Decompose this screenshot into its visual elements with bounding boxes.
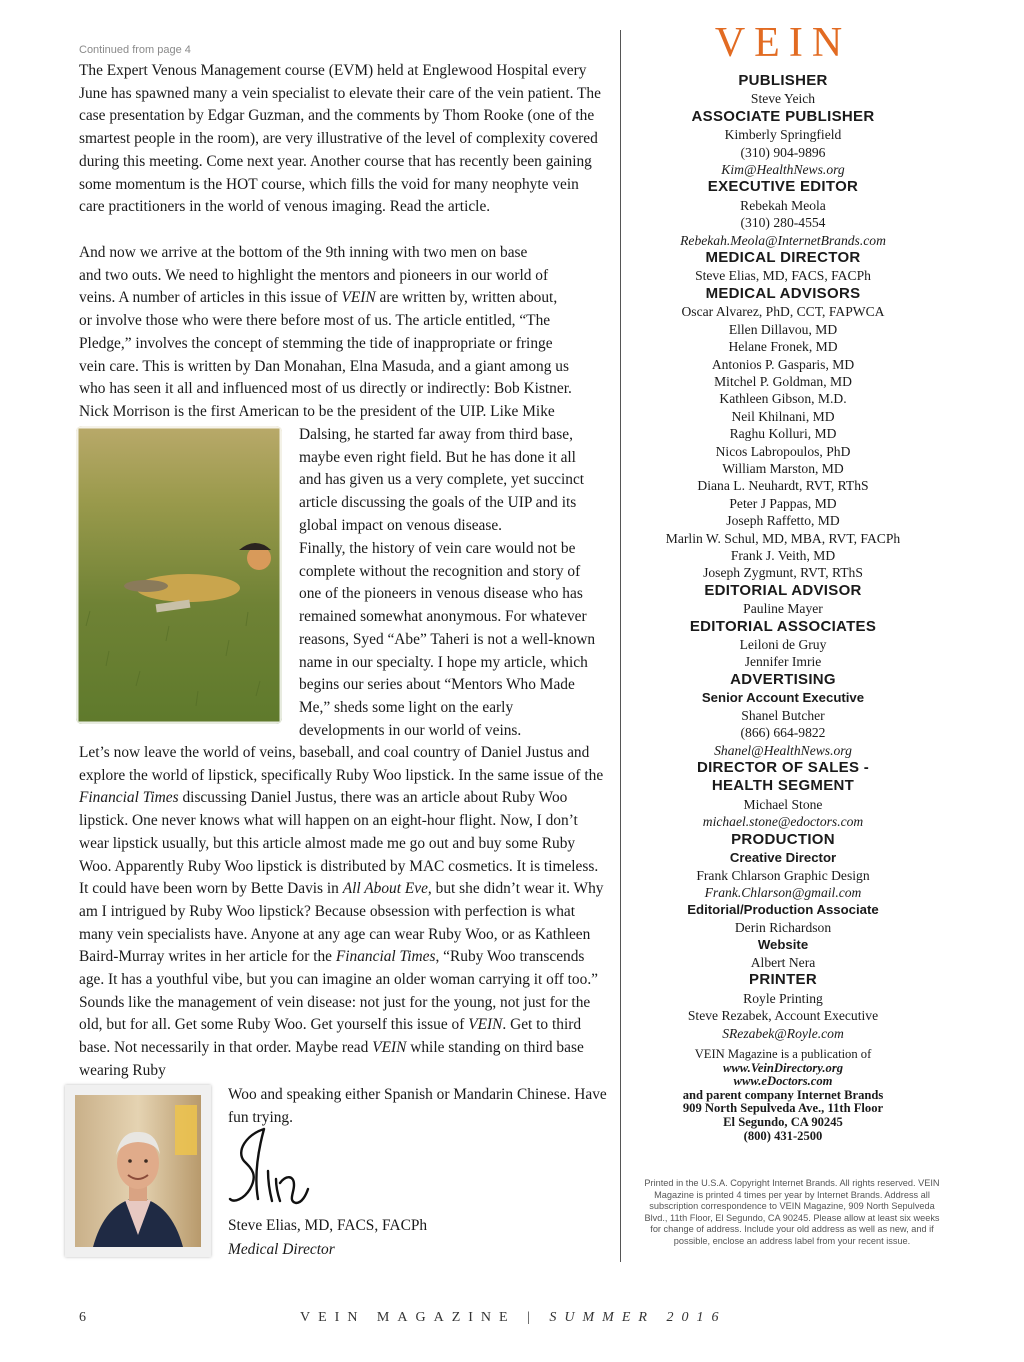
body-line: And now we arrive at the bottom of the 9th inning with two men on base bbox=[79, 244, 528, 261]
publication-info bbox=[640, 1048, 926, 1143]
body-paragraph-2-continued: Dalsing, he started far away from third base, maybe even right field. But he has done it all and has given us a very complete, yet succinct article discussing the goals of the UIP and its global impact on venous disease. bbox=[299, 426, 585, 534]
footer-separator: | bbox=[527, 1310, 538, 1325]
masthead-line: ASSOCIATE PUBLISHER bbox=[691, 107, 875, 125]
masthead-line: Frank.Chlarson@gmail.com bbox=[704, 885, 862, 901]
masthead-line: DIRECTOR OF SALES - bbox=[696, 759, 870, 777]
footer-magazine: VEIN MAGAZINE bbox=[300, 1310, 516, 1325]
publication-line: and parent company Internet Brands bbox=[682, 1087, 884, 1102]
body-line: vein care. This is written by Dan Monahan, Elna Masuda, and a giant among us bbox=[79, 357, 569, 375]
page-number: 6 bbox=[79, 1310, 86, 1325]
body-paragraph-1: The Expert Venous Management course (EVM) held at Englewood Hospital every June has spawned many a vein specialist to elevate their care of the vein patient. The case presentation by Edgar Guzman, and the comments by Thom Rooke (one of the smartest people in the room), are very illustrative of the level of complexity covered during this meeting. Come next year. Another course that has recently been gaining some momentum is the HOT course, which fills the void for many neophyte vein care practitioners in the world of venous imaging. Read the article. bbox=[79, 62, 601, 216]
masthead-line: Antonios P. Gasparis, MD bbox=[711, 356, 855, 372]
masthead-line: (866) 664-9822 bbox=[740, 725, 826, 741]
masthead-line: Diana L. Neuhardt, RVT, RThS bbox=[697, 478, 869, 494]
body-line: Pledge,” involves the concept of stemming the tide of inappropriate or fringe bbox=[79, 334, 553, 352]
masthead-line: Marlin W. Schul, MD, MBA, RVT, FACPh bbox=[665, 530, 901, 546]
masthead-line: PUBLISHER bbox=[738, 72, 828, 89]
masthead-line: Mitchel P. Goldman, MD bbox=[714, 373, 852, 389]
masthead-line: Neil Khilnani, MD bbox=[731, 408, 835, 424]
masthead-line: Raghu Kolluri, MD bbox=[729, 426, 837, 442]
masthead-line: Kathleen Gibson, M.D. bbox=[719, 391, 847, 407]
masthead-line: Oscar Alvarez, PhD, CCT, FAPWCA bbox=[681, 304, 885, 320]
body-paragraph-5: Woo and speaking either Spanish or Mandarin Chinese. Have fun trying. bbox=[228, 1086, 607, 1126]
masthead-line: Steve Yeich bbox=[750, 91, 816, 107]
signature-title: Medical Director bbox=[228, 1241, 335, 1258]
column-divider bbox=[620, 30, 621, 1262]
masthead-line: Helane Fronek, MD bbox=[728, 339, 838, 355]
masthead-line: Frank Chlarson Graphic Design bbox=[696, 867, 870, 883]
publication-line: El Segundo, CA 90245 bbox=[723, 1115, 843, 1130]
publication-line: 909 North Sepulveda Ave., 11th Floor bbox=[682, 1101, 884, 1116]
vein-logo: VEIN bbox=[714, 20, 852, 66]
masthead-line: Steve Rezabek, Account Executive bbox=[687, 1008, 879, 1024]
masthead-line: EDITORIAL ASSOCIATES bbox=[689, 617, 877, 635]
masthead-line: SRezabek@Royle.com bbox=[722, 1025, 844, 1041]
continued-note: Continued from page 4 bbox=[79, 44, 191, 56]
boy-in-grass-photo bbox=[76, 426, 282, 724]
masthead-line: PRODUCTION bbox=[731, 830, 835, 848]
masthead-line: Rebekah Meola bbox=[740, 197, 826, 213]
masthead-line: Kim@HealthNews.org bbox=[721, 162, 845, 178]
body-line: Nick Morrison is the first American to be the president of the UIP. Like Mike bbox=[79, 402, 555, 420]
publication-line: (800) 431-2500 bbox=[743, 1128, 823, 1143]
body-paragraph-4: Let’s now leave the world of veins, baseball, and coal country of Daniel Justus and explore the world of lipstick, specifically Ruby Woo lipstick. In the same issue of the Financial Times discussing Daniel Justus, there was an article about Ruby Woo lipstick. One never knows what will happen on an eight-hour flight. Now, I don’t wear lipstick usually, but this article almost made me go out and buy some Ruby Woo. Apparently Ruby Woo lipstick is distributed by MAC cosmetics. It is timeless. It could have been worn by Bette Davis in All About Eve, but she didn’t wear it. Why am I intrigued by Ruby Woo lipstick? Because obsession with perfection is what many vein specialists have. Anyone at any age can wear Ruby Woo, or as Kathleen Baird-Murray writes in her article for the Financial Times, “Ruby Woo transcends age. It has a youthful vibe, but you can imagine an older woman carrying it off too.” Sounds like the management of vein disease: not just for the young, not just for the old, but for all. Get some Ruby Woo. Get yourself this issue of VEIN. Get to third base. Not necessarily in that order. Maybe read VEIN while standing on third base wearing Ruby bbox=[79, 744, 604, 1079]
masthead-line: PRINTER bbox=[749, 971, 817, 989]
body-paragraph-2 bbox=[79, 242, 607, 424]
masthead-line: Pauline Mayer bbox=[743, 601, 823, 617]
masthead-line: Albert Nera bbox=[750, 955, 816, 971]
body-line: veins. A number of articles in this issue of VEIN are written by, written about, bbox=[79, 289, 558, 307]
masthead-line: William Marston, MD bbox=[722, 460, 844, 476]
masthead-line: Nicos Labropoulos, PhD bbox=[715, 443, 851, 459]
masthead-line: MEDICAL ADVISORS bbox=[705, 284, 861, 302]
masthead-line: michael.stone@edoctors.com bbox=[702, 814, 864, 830]
masthead-line: Michael Stone bbox=[743, 796, 823, 812]
masthead-line: Senior Account Executive bbox=[701, 690, 865, 706]
masthead-line: Royle Printing bbox=[743, 990, 823, 1006]
masthead-line: Leiloni de Gruy bbox=[739, 637, 827, 652]
footer-title bbox=[300, 1310, 726, 1326]
footer-issue: SUMMER 2016 bbox=[549, 1310, 727, 1325]
masthead-line: ADVERTISING bbox=[730, 670, 836, 688]
masthead-line: Shanel@HealthNews.org bbox=[714, 742, 852, 758]
masthead-line: Steve Elias, MD, FACS, FACPh bbox=[695, 268, 871, 284]
masthead-line: (310) 904-9896 bbox=[740, 144, 826, 160]
fine-print: Printed in the U.S.A. Copyright Internet Brands. All rights reserved. VEIN Magazine is printed 4 times per year by Internet Brands. Address all subscription correspondence to VEIN Magazine, 909 North Sepulveda Blvd., 11th Floor, El Segundo, CA 90245. Please allow at least six weeks for change of address. Include your old address as well as new, and if possible, enclose an address label from your recent issue. bbox=[644, 1178, 940, 1246]
body-line: who has seen it all and influenced most of us directly or indirectly: Bob Kistner. bbox=[79, 380, 572, 398]
masthead-line: Kimberly Springfield bbox=[724, 127, 842, 143]
signature-name: Steve Elias, MD, FACS, FACPh bbox=[228, 1217, 428, 1234]
body-line: or involve those who were there before most of us. The article entitled, “The bbox=[79, 312, 551, 330]
masthead-line: Creative Director bbox=[729, 850, 837, 866]
masthead-line: Editorial/Production Associate bbox=[687, 902, 879, 918]
masthead-line: HEALTH SEGMENT bbox=[711, 777, 855, 795]
author-portrait-photo bbox=[65, 1085, 211, 1257]
masthead-line: Joseph Zygmunt, RVT, RThS bbox=[703, 565, 863, 581]
publication-line: VEIN Magazine is a publication of bbox=[694, 1047, 872, 1062]
handwritten-signature bbox=[224, 1121, 314, 1221]
masthead-line: Ellen Dillavou, MD bbox=[728, 321, 838, 337]
masthead-line: (310) 280-4554 bbox=[740, 215, 826, 231]
masthead-line: Derin Richardson bbox=[734, 920, 832, 936]
masthead-staff-list bbox=[640, 72, 926, 1042]
masthead-line: EDITORIAL ADVISOR bbox=[704, 581, 862, 599]
masthead-line: Website bbox=[757, 937, 809, 953]
masthead bbox=[640, 20, 926, 1143]
masthead-line: MEDICAL DIRECTOR bbox=[705, 249, 861, 267]
masthead-line: Frank J. Veith, MD bbox=[730, 547, 836, 563]
masthead-line: EXECUTIVE EDITOR bbox=[707, 178, 859, 196]
masthead-line: Peter J Pappas, MD bbox=[729, 495, 837, 511]
masthead-line: Joseph Raffetto, MD bbox=[726, 513, 840, 529]
body-line: and two outs. We need to highlight the mentors and pioneers in our world of bbox=[79, 266, 549, 284]
publication-line: www.eDoctors.com bbox=[733, 1074, 833, 1089]
masthead-line: Shanel Butcher bbox=[741, 707, 825, 723]
masthead-line: Rebekah.Meola@InternetBrands.com bbox=[680, 232, 886, 248]
body-paragraph-3: Finally, the history of vein care would not be complete without the recognition and story of one of the pioneers in venous disease who has remained somewhat anonymous. For whatever reasons, Syed “Abe” Taheri is not a well-known name in our specialty. I hope my article, which begins our series about “Mentors Who Made Me,” sheds some light on the early developments in our world of veins. bbox=[299, 540, 596, 739]
masthead-line: Jennifer Imrie bbox=[744, 654, 822, 670]
publication-line: www.VeinDirectory.org bbox=[722, 1060, 844, 1075]
